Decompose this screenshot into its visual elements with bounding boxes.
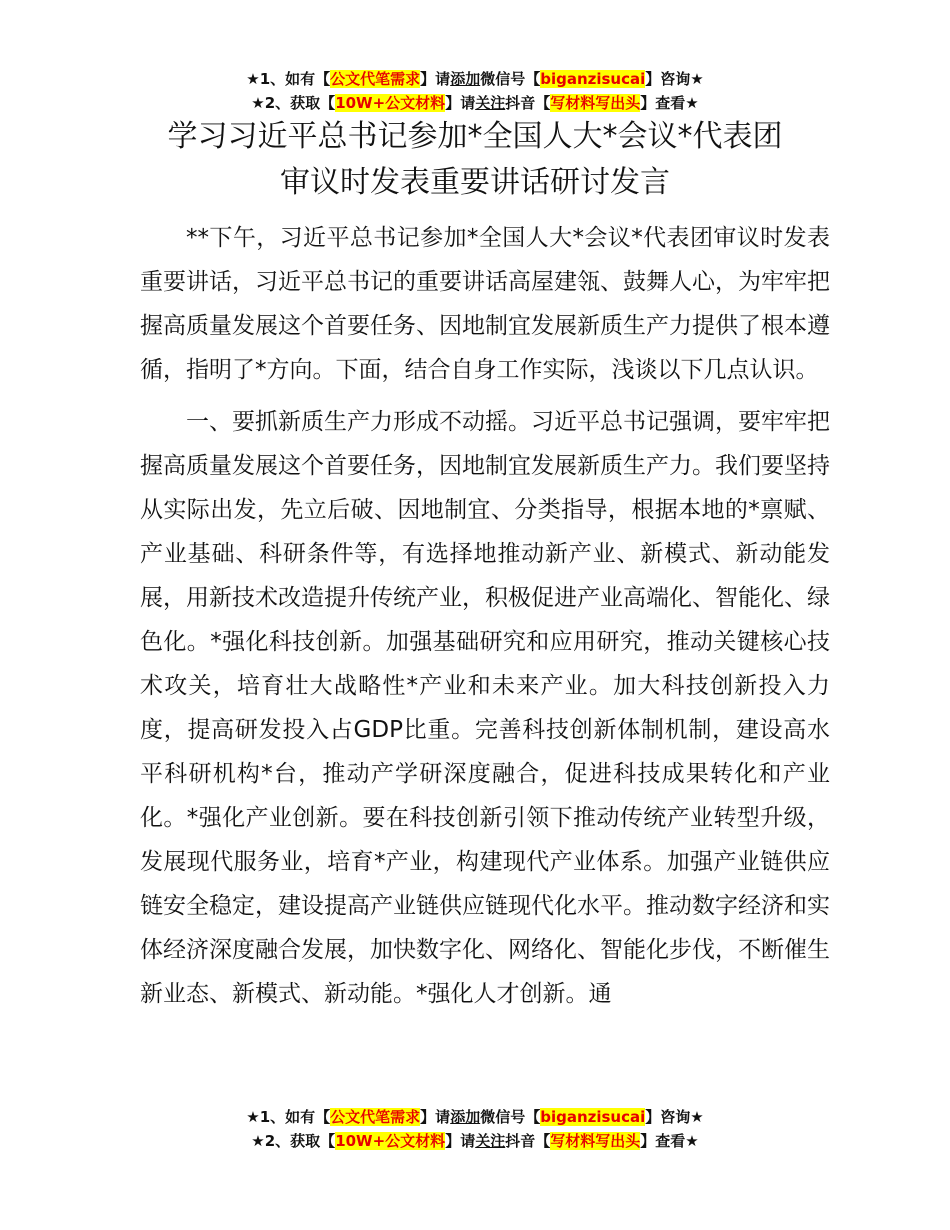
bottom-promo-banner (0, 1105, 950, 1153)
title-line-2: 审议时发表重要讲话研讨发言 (280, 165, 670, 200)
paragraph-section-1: 一、要抓新质生产力形成不动摇。习近平总书记强调，要牢牢把握高质量发展这个首要任务，因地制宜发展新质生产力。我们要坚持从实际出发，先立后破、因地制宜、分类指导，根据本地的*禀赋、产业基础、科研条件等，有选择地推动新产业、新模式、新动能发展，用新技术改造提升传统产业，积极促进产业高端化、智能化、绿色化。*强化科技创新。加强基础研究和应用研究，推动关键核心技术攻关，培育壮大战略性*产业和未来产业。加大科技创新投入力度，提高研发投入占GDP比重。完善科技创新体制机制，建设高水平科研机构*台，推动产学研深度融合，促进科技成果转化和产业化。*强化产业创新。要在科技创新引领下推动传统产业转型升级，发展现代服务业，培育*产业，构建现代产业体系。加强产业链供应链安全稳定，建设提高产业链供应链现代化水平。推动数字经济和实体经济深度融合发展，加快数字化、网络化、智能化步伐，不断催生新业态、新模式、新动能。*强化人才创新。通 (140, 409, 830, 1007)
promo-underline: 添加 (450, 70, 481, 88)
promo-highlight: 写材料写出头 (550, 94, 641, 112)
promo-text: ★2、获取【 (251, 1132, 336, 1150)
top-promo-banner (0, 67, 950, 115)
promo-highlight: biganzisucai (540, 70, 646, 88)
promo-text: 抖音【 (505, 1132, 551, 1150)
promo-underline: 添加 (450, 1108, 481, 1126)
document-title (0, 114, 950, 206)
promo-text: 微信号【 (480, 1108, 541, 1126)
promo-highlight: 10W+公文材料 (335, 94, 446, 112)
promo-highlight: 10W+公文材料 (335, 1132, 446, 1150)
paragraph-intro: **下午，习近平总书记参加*全国人大*会议*代表团审议时发表重要讲话，习近平总书记的重要讲话高屋建瓴、鼓舞人心，为牢牢把握高质量发展这个首要任务、因地制宜发展新质生产力提供了根本遵循，指明了*方向。下面，结合自身工作实际，浅谈以下几点认识。 (140, 225, 830, 383)
promo-text: 】请 (420, 1108, 451, 1126)
promo-text: 】请 (445, 94, 476, 112)
promo-line-1 (0, 67, 950, 91)
promo-highlight: biganzisucai (540, 1108, 646, 1126)
promo-highlight: 公文代笔需求 (330, 70, 421, 88)
document-body (140, 216, 830, 1024)
promo-text: ★1、如有【 (246, 70, 331, 88)
promo-line-2 (0, 91, 950, 115)
promo-text: 微信号【 (480, 70, 541, 88)
promo-underline: 关注 (475, 94, 506, 112)
promo-text: ★2、获取【 (251, 94, 336, 112)
promo-text: 】查看★ (640, 94, 699, 112)
promo-text: 】咨询★ (645, 70, 704, 88)
promo-text: ★1、如有【 (246, 1108, 331, 1126)
promo-line-2 (0, 1129, 950, 1153)
promo-line-1 (0, 1105, 950, 1129)
promo-text: 抖音【 (505, 94, 551, 112)
promo-text: 】请 (420, 70, 451, 88)
promo-underline: 关注 (475, 1132, 506, 1150)
promo-text: 】咨询★ (645, 1108, 704, 1126)
promo-text: 】请 (445, 1132, 476, 1150)
title-line-1: 学习习近平总书记参加*全国人大*会议*代表团 (167, 119, 783, 154)
promo-text: 】查看★ (640, 1132, 699, 1150)
promo-highlight: 公文代笔需求 (330, 1108, 421, 1126)
promo-highlight: 写材料写出头 (550, 1132, 641, 1150)
